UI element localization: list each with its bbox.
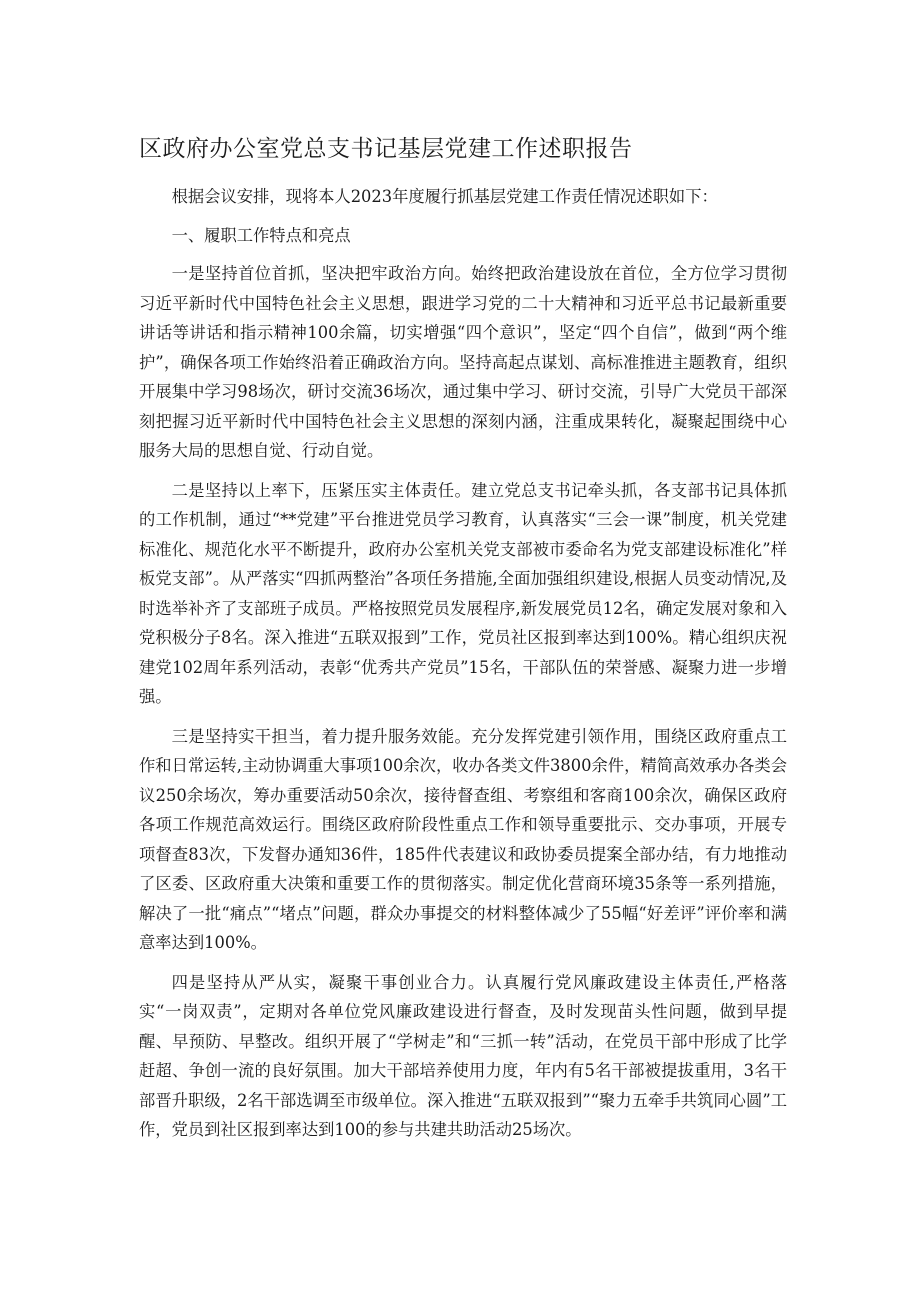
intro-paragraph: 根据会议安排，现将本人2023年度履行抓基层党建工作责任情况述职如下： xyxy=(171,187,718,206)
section-heading: 一、履职工作特点和亮点 xyxy=(171,225,351,245)
paragraph-3: 三是坚持实干担当，着力提升服务效能。充分发挥党建引领作用，围绕区政府重点工作和日常运转,主动协调重大事项100余次，收办各类文件3800余件，精简高效承办各类会议250余场次，筹办重要活动50余次，接待督查组、考察组和客商100余次，确保区政府各项工作规范高效运行。围绕区政府阶段性重点工作和领导重要批示、交办事项，开展专项督查83次，下发督办通知36件，185件代表建议和政协委员提案全部办结，有力地推动了区委、区政府重大决策和重要工作的贯彻落实。制定优化营商环境35条等一系列措施，解决了一批“痛点”“堵点”问题，群众办事提交的材料整体减少了55幅“好差评”评价率和满意率达到100%。 xyxy=(139,726,787,952)
document-body xyxy=(139,182,787,1145)
document-title: 区政府办公室党总支书记基层党建工作述职报告 xyxy=(139,136,633,162)
paragraph-1: 一是坚持首位首抓，坚决把牢政治方向。始终把政治建设放在首位，全方位学习贯彻习近平新时代中国特色社会主义思想，跟进学习党的二十大精神和习近平总书记最新重要讲话等讲话和指示精神100余篇，切实增强“四个意识”，坚定“四个自信”，做到“两个维护”，确保各项工作始终沿着正确政治方向。坚持高起点谋划、高标准推进主题教育，组织开展集中学习98场次，研讨交流36场次，通过集中学习、研讨交流，引导广大党员干部深刻把握习近平新时代中国特色社会主义思想的深刻内涵，注重成果转化，凝聚起围绕中心服务大局的思想自觉、行动自觉。 xyxy=(139,264,787,460)
paragraph-2: 二是坚持以上率下，压紧压实主体责任。建立党总支书记牵头抓，各支部书记具体抓的工作机制，通过“**党建”平台推进党员学习教育，认真落实“三会一课”制度，机关党建标准化、规范化水平不断提升，政府办公室机关党支部被市委命名为党支部建设标准化”样板党支部”。从严落实“四抓两整治”各项任务措施,全面加强组织建设,根据人员变动情况,及时选举补齐了支部班子成员。严格按照党员发展程序,新发展党员12名，确定发展对象和入党积极分子8名。深入推进“五联双报到”工作，党员社区报到率达到100%。精心组织庆祝建党102周年系列活动，表彰“优秀共产党员”15名，干部队伍的荣誉感、凝聚力进一步增强。 xyxy=(139,480,787,706)
paragraph-4: 四是坚持从严从实，凝聚干事创业合力。认真履行党风廉政建设主体责任,严格落实“一岗双责”，定期对各单位党风廉政建设进行督查，及时发现苗头性问题，做到早提醒、早预防、早整改。组织开展了“学树走”和“三抓一转”活动，在党员干部中形成了比学赶超、争创一流的良好氛围。加大干部培养使用力度，年内有5名干部被提拔重用，3名干部晋升职级，2名干部选调至市级单位。深入推进“五联双报到”“聚力五牵手共筑同心圆”工作，党员到社区报到率达到100的参与共建共助活动25场次。 xyxy=(139,972,787,1139)
